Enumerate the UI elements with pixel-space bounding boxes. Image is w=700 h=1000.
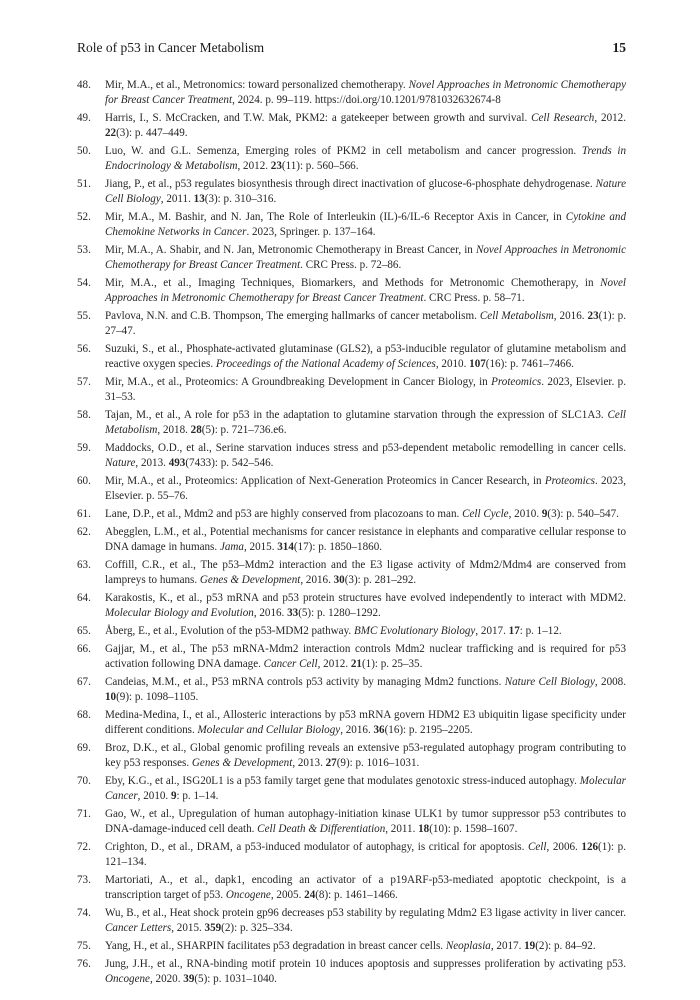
reference-text: , 2024. p. 99–119. https://doi.org/10.1201/9781032632674-8 (232, 94, 501, 106)
reference-text: , 2005. (270, 889, 305, 901)
reference-number: 70. (77, 775, 91, 787)
reference-text: , 2018. (157, 424, 191, 436)
reference-text: (3): p. 540–547. (547, 508, 619, 520)
reference-text: Mir, M.A., A. Shabir, and N. Jan, Metronomic Chemotherapy in Breast Cancer, in (105, 244, 476, 256)
reference-volume: 17 (508, 625, 520, 637)
reference-journal: Cell (527, 841, 547, 853)
reference-text: , 2015. (171, 922, 205, 934)
reference-item (77, 507, 626, 522)
reference-number: 62. (77, 526, 91, 538)
reference-volume: 36 (373, 724, 385, 736)
reference-journal: Novel Approaches in Metronomic Chemotherapy for Breast Cancer Treatment (105, 244, 626, 271)
reference-text: , 2015. (243, 541, 278, 553)
reference-text: Jung, J.H., et al., RNA-binding motif protein 10 induces apoptosis and suppresses proliferation by activating p53. (105, 958, 626, 970)
reference-text: , 2011. (160, 193, 194, 205)
reference-item (77, 111, 626, 141)
reference-number: 64. (77, 592, 91, 604)
reference-text: , 2017. (475, 625, 509, 637)
reference-text: (10): p. 1598–1607. (429, 823, 518, 835)
reference-text: . CRC Press. p. 58–71. (423, 292, 525, 304)
reference-journal: Molecular and Cellular Biology (197, 724, 341, 736)
reference-number: 76. (77, 958, 91, 970)
reference-text: Tajan, M., et al., A role for p53 in the adaptation to glutamine starvation through the expression of SLC1A3. (105, 409, 608, 421)
reference-item (77, 441, 626, 471)
reference-text: Karakostis, K., et al., p53 mRNA and p53 protein structures have evolved independently to interact with MDM2. (105, 592, 626, 604)
reference-number: 48. (77, 79, 91, 91)
reference-text: (2): p. 84–92. (535, 940, 596, 952)
reference-number: 66. (77, 643, 91, 655)
running-title: Role of p53 in Cancer Metabolism (77, 40, 265, 55)
reference-volume: 33 (287, 607, 299, 619)
reference-journal: Cell Research (531, 112, 595, 124)
reference-text: . CRC Press. p. 72–86. (300, 259, 402, 271)
reference-journal: Oncogene (225, 889, 271, 901)
reference-text: , 2013. (135, 457, 169, 469)
reference-text: Yang, H., et al., SHARPIN facilitates p53 degradation in breast cancer cells. (105, 940, 446, 952)
page-number: 15 (612, 40, 626, 55)
reference-number: 74. (77, 907, 91, 919)
reference-text: (9): p. 1016–1031. (336, 757, 420, 769)
reference-text: (5): p. 1280–1292. (298, 607, 381, 619)
reference-journal: Nature Cell Biology (105, 178, 626, 205)
reference-text: , 2011. (385, 823, 419, 835)
reference-text: Jiang, P., et al., p53 regulates biosynthesis through direct inactivation of glucose-6-phosphate dehydrogenase. (105, 178, 596, 190)
reference-item (77, 144, 626, 174)
reference-text: , 2020. (149, 973, 184, 985)
reference-item (77, 939, 626, 954)
reference-number: 56. (77, 343, 91, 355)
reference-number: 53. (77, 244, 91, 256)
reference-number: 60. (77, 475, 91, 487)
reference-text: Mir, M.A., et al., Metronomics: toward personalized chemotherapy. (105, 79, 409, 91)
reference-text: Mir, M.A., et al., Proteomics: Application of Next-Generation Proteomics in Cancer Research, in (105, 475, 545, 487)
reference-journal: Proteomics (491, 376, 542, 388)
reference-item (77, 309, 626, 339)
reference-item (77, 342, 626, 372)
reference-journal: Jama (219, 541, 244, 553)
reference-volume: 359 (204, 922, 222, 934)
reference-item (77, 906, 626, 936)
reference-volume: 21 (350, 658, 362, 670)
reference-journal: Molecular Cancer (105, 775, 626, 802)
reference-volume: 126 (581, 841, 599, 853)
reference-text: Gajjar, M., et al., The p53 mRNA-Mdm2 interaction controls Mdm2 nuclear trafficking and is required for p53 activation following DNA damage. (105, 643, 626, 670)
reference-text: . 2023, Springer. p. 137–164. (246, 226, 376, 238)
reference-item (77, 177, 626, 207)
reference-text: Coffill, C.R., et al., The p53–Mdm2 interaction and the E3 ligase activity of Mdm2/Mdm4 are conserved from lampreys to humans. (105, 559, 626, 586)
reference-number: 52. (77, 211, 91, 223)
reference-volume: 39 (183, 973, 195, 985)
reference-item (77, 558, 626, 588)
reference-text: (3): p. 447–449. (116, 127, 188, 139)
reference-volume: 314 (277, 541, 294, 553)
reference-volume: 18 (418, 823, 430, 835)
reference-volume: 107 (469, 358, 486, 370)
reference-number: 49. (77, 112, 91, 124)
reference-number: 59. (77, 442, 91, 454)
reference-journal: Novel Approaches in Metronomic Chemotherapy for Breast Cancer Treatment (105, 277, 626, 304)
reference-number: 61. (77, 508, 91, 520)
reference-text: (5): p. 721–736.e6. (201, 424, 287, 436)
reference-item (77, 624, 626, 639)
reference-volume: 23 (587, 310, 599, 322)
reference-number: 71. (77, 808, 91, 820)
reference-text: , 2016. (253, 607, 288, 619)
reference-volume: 13 (193, 193, 205, 205)
reference-text: Harris, I., S. McCracken, and T.W. Mak, PKM2: a gatekeeper between growth and survival. (105, 112, 532, 124)
reference-item (77, 807, 626, 837)
reference-text: Gao, W., et al., Upregulation of human autophagy-initiation kinase ULK1 by tumor suppressor p53 contributes to DNA-damage-induced cell death. (105, 808, 626, 835)
reference-number: 55. (77, 310, 91, 322)
reference-number: 73. (77, 874, 91, 886)
reference-number: 63. (77, 559, 91, 571)
reference-text: (9): p. 1098–1105. (116, 691, 199, 703)
reference-text: Maddocks, O.D., et al., Serine starvation induces stress and p53-dependent metabolic remodelling in cancer cells. (105, 442, 626, 454)
reference-number: 67. (77, 676, 91, 688)
reference-item (77, 741, 626, 771)
reference-volume: 9 (170, 790, 177, 802)
reference-volume: 9 (541, 508, 548, 520)
reference-number: 57. (77, 376, 91, 388)
reference-number: 72. (77, 841, 91, 853)
reference-text: (16): p. 7461–7466. (485, 358, 574, 370)
reference-text: (3): p. 281–292. (344, 574, 417, 586)
reference-item (77, 840, 626, 870)
reference-journal: Molecular Biology and Evolution (105, 607, 254, 619)
reference-item (77, 873, 626, 903)
reference-text: (1): p. 27–47. (105, 310, 626, 337)
reference-journal: Proceedings of the National Academy of Sciences (215, 358, 436, 370)
reference-text: Abegglen, L.M., et al., Potential mechanisms for cancer resistance in elephants and comparative cellular response to DNA damage in humans. (105, 526, 626, 553)
reference-text: : p. 1–12. (519, 625, 562, 637)
reference-text: , 2012. (237, 160, 271, 172)
reference-volume: 19 (524, 940, 536, 952)
reference-text: Mir, M.A., M. Bashir, and N. Jan, The Role of Interleukin (IL)-6/IL-6 Receptor Axis in Cancer, in (105, 211, 566, 223)
reference-item (77, 774, 626, 804)
reference-text: Eby, K.G., et al., ISG20L1 is a p53 family target gene that modulates genotoxic stress-induced autophagy. (105, 775, 580, 787)
reference-text: Luo, W. and G.L. Semenza, Emerging roles of PKM2 in cell metabolism and cancer progression. (105, 145, 582, 157)
reference-text: , 2010. (137, 790, 171, 802)
reference-text: , 2010. (508, 508, 542, 520)
reference-text: . 2023, Elsevier. p. 55–76. (105, 475, 626, 502)
reference-journal: Cytokine and Chemokine Networks in Cancer (105, 211, 626, 238)
reference-text: Martoriati, A., et al., dapk1, encoding an activator of a p19ARF-p53-mediated apoptotic checkpoint, is a transcription target of p53. (105, 874, 626, 901)
reference-text: , 2017. (490, 940, 525, 952)
reference-journal: Cancer Letters (105, 922, 172, 934)
reference-item (77, 591, 626, 621)
reference-text: Åberg, E., et al., Evolution of the p53-MDM2 pathway. (105, 625, 354, 637)
reference-number: 75. (77, 940, 91, 952)
reference-journal: Cell Metabolism (105, 409, 626, 436)
reference-number: 54. (77, 277, 91, 289)
reference-text: Broz, D.K., et al., Global genomic profiling reveals an extensive p53-regulated autophagy program contributing to key p53 responses. (105, 742, 626, 769)
reference-journal: Oncogene (105, 973, 150, 985)
reference-journal: Genes & Development (199, 574, 301, 586)
reference-text: , 2016. (340, 724, 374, 736)
reference-text: (1): p. 25–35. (361, 658, 423, 670)
reference-volume: 24 (304, 889, 316, 901)
reference-item (77, 276, 626, 306)
reference-number: 65. (77, 625, 91, 637)
reference-text: (17): p. 1850–1860. (293, 541, 383, 553)
reference-text: , 2006. (546, 841, 582, 853)
reference-text: , 2016. (300, 574, 334, 586)
reference-volume: 23 (270, 160, 282, 172)
reference-text: Suzuki, S., et al., Phosphate-activated glutaminase (GLS2), a p53-inducible regulator of glutamine metabolism and reactive oxygen species. (105, 343, 626, 370)
reference-text: Mir, M.A., et al., Imaging Techniques, Biomarkers, and Methods for Metronomic Chemotherapy, in (105, 277, 601, 289)
reference-number: 58. (77, 409, 91, 421)
reference-journal: BMC Evolutionary Biology (353, 625, 476, 637)
reference-item (77, 708, 626, 738)
reference-number: 69. (77, 742, 91, 754)
reference-item (77, 375, 626, 405)
reference-journal: Nature Cell Biology (504, 676, 595, 688)
reference-text: (7433): p. 542–546. (185, 457, 274, 469)
reference-number: 68. (77, 709, 91, 721)
reference-item (77, 675, 626, 705)
reference-list (77, 78, 626, 990)
reference-volume: 28 (190, 424, 202, 436)
reference-text: Candeias, M.M., et al., P53 mRNA controls p53 activity by managing Mdm2 functions. (105, 676, 505, 688)
reference-journal: Cancer Cell (263, 658, 318, 670)
reference-item (77, 957, 626, 987)
reference-journal: Cell Metabolism (479, 310, 554, 322)
reference-journal: Neoplasia (445, 940, 491, 952)
reference-journal: Genes & Development (191, 757, 293, 769)
reference-text: : p. 1–14. (176, 790, 219, 802)
reference-item (77, 408, 626, 438)
reference-item (77, 474, 626, 504)
reference-journal: Cell Cycle (462, 508, 509, 520)
reference-number: 50. (77, 145, 91, 157)
reference-text: (1): p. 121–134. (105, 841, 626, 868)
reference-text: Crighton, D., et al., DRAM, a p53-induced modulator of autophagy, is critical for apoptosis. (105, 841, 528, 853)
reference-journal: Novel Approaches in Metronomic Chemotherapy for Breast Cancer Treatment (105, 79, 626, 106)
reference-volume: 10 (105, 691, 117, 703)
reference-text: (8): p. 1461–1466. (315, 889, 398, 901)
running-header (77, 40, 626, 56)
reference-text: Wu, B., et al., Heat shock protein gp96 decreases p53 stability by regulating Mdm2 E3 ligase activity in liver cancer. (105, 907, 626, 919)
reference-text: (3): p. 310–316. (204, 193, 277, 205)
reference-text: (5): p. 1031–1040. (194, 973, 277, 985)
reference-item (77, 525, 626, 555)
reference-journal: Nature (105, 457, 136, 469)
reference-volume: 30 (333, 574, 345, 586)
reference-journal: Trends in Endocrinology & Metabolism (105, 145, 626, 172)
reference-journal: Cell Death & Differentiation (257, 823, 386, 835)
reference-text: (11): p. 560–566. (281, 160, 359, 172)
reference-volume: 22 (105, 127, 117, 139)
reference-number: 51. (77, 178, 91, 190)
reference-text: Medina-Medina, I., et al., Allosteric interactions by p53 mRNA govern HDM2 E3 ubiquitin ligase specificity under different conditions. (105, 709, 626, 736)
reference-text: , 2016. (553, 310, 588, 322)
reference-item (77, 243, 626, 273)
reference-text: Mir, M.A., et al., Proteomics: A Groundbreaking Development in Cancer Biology, in (105, 376, 492, 388)
reference-text: , 2012. (594, 112, 626, 124)
reference-text: , 2013. (292, 757, 326, 769)
reference-volume: 27 (325, 757, 337, 769)
reference-text: , 2012. (317, 658, 351, 670)
reference-volume: 493 (168, 457, 186, 469)
reference-item (77, 210, 626, 240)
reference-journal: Proteomics (544, 475, 595, 487)
reference-text: (16): p. 2195–2205. (384, 724, 473, 736)
reference-text: , 2008. (594, 676, 626, 688)
reference-text: . 2023, Elsevier. p. 31–53. (105, 376, 626, 403)
reference-text: (2): p. 325–334. (221, 922, 293, 934)
reference-text: Lane, D.P., et al., Mdm2 and p53 are highly conserved from placozoans to man. (105, 508, 463, 520)
reference-text: , 2010. (435, 358, 470, 370)
reference-item (77, 78, 626, 108)
reference-text: Pavlova, N.N. and C.B. Thompson, The emerging hallmarks of cancer metabolism. (105, 310, 480, 322)
reference-item (77, 642, 626, 672)
